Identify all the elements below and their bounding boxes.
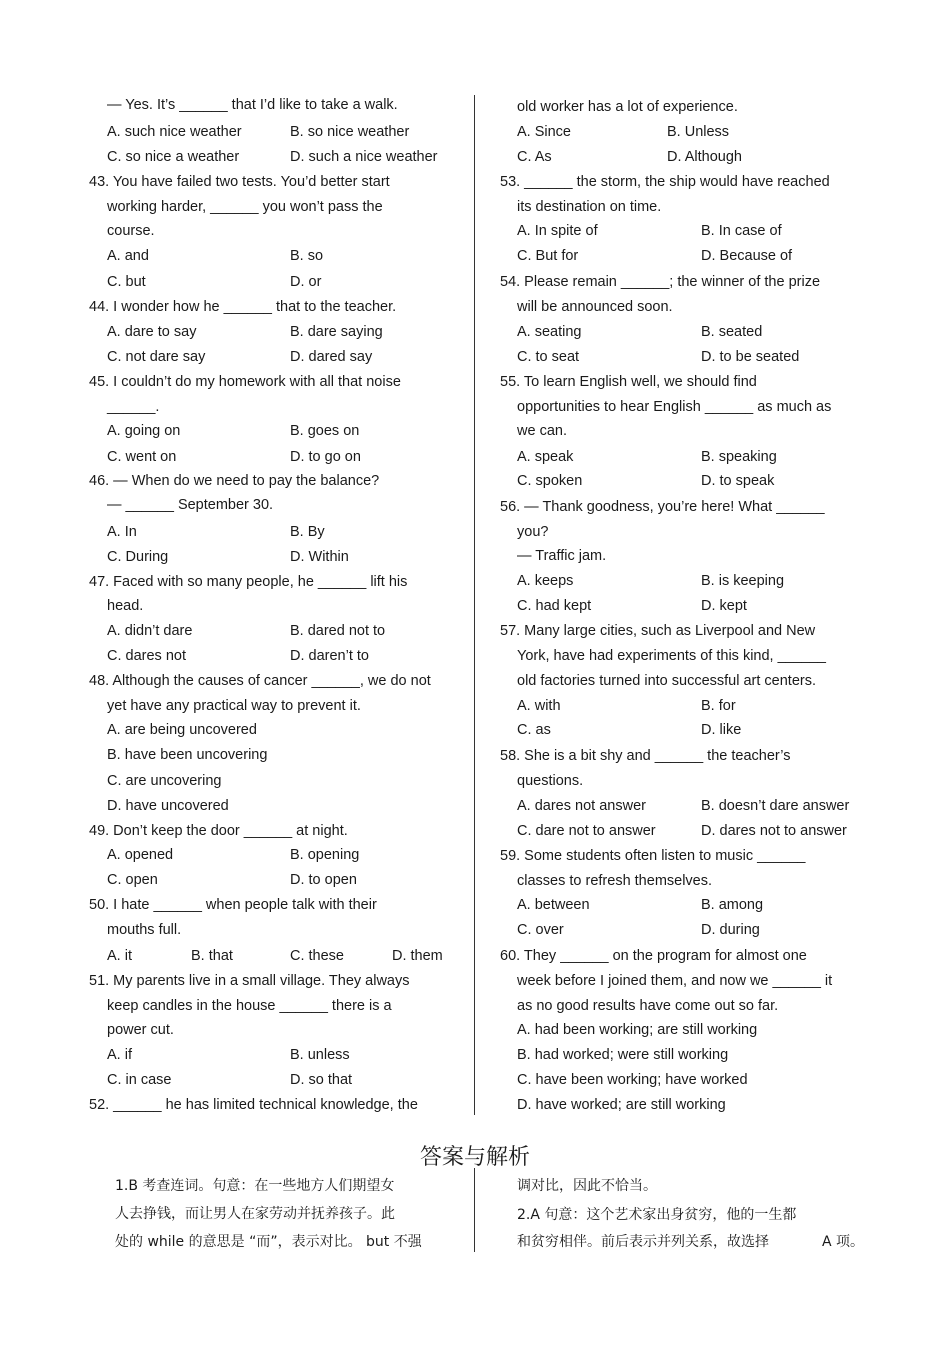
q60-option-c: C. have been working; have worked (517, 1072, 748, 1088)
q42-stem: — Yes. It’s ______ that I’d like to take a walk. (107, 97, 398, 113)
q59-option-d: D. during (701, 922, 760, 938)
q55-option-c: C. spoken (517, 473, 583, 489)
q46-stem-2: — ______ September 30. (107, 497, 274, 513)
q47-option-b: B. dared not to (290, 623, 386, 639)
q51-stem-2: keep candles in the house ______ there is a (107, 998, 392, 1014)
q59-option-a: A. between (517, 897, 590, 913)
q54-option-b: B. seated (701, 324, 763, 340)
q57-option-b: B. for (701, 698, 736, 714)
q58-option-b: B. doesn’t dare answer (701, 798, 850, 814)
q42-option-b: B. so nice weather (290, 124, 410, 140)
q43-stem-2: working harder, ______ you won’t pass the (107, 199, 383, 215)
answer-1-line-2: 人去挣钱，而让男人在家劳动并抚养孩子。此 (115, 1206, 395, 1222)
q54-option-c: C. to seat (517, 349, 580, 365)
q43-stem: 43. You have failed two tests. You’d better start (89, 174, 390, 190)
q45-option-a: A. going on (107, 423, 181, 439)
q51-option-d: D. so that (290, 1072, 353, 1088)
q58-option-c: C. dare not to answer (517, 823, 656, 839)
q47-option-d: D. daren’t to (290, 648, 369, 664)
q57-option-c: C. as (517, 722, 551, 738)
q46-stem: 46. — When do we need to pay the balance? (89, 473, 380, 489)
q49-stem: 49. Don’t keep the door ______ at night. (89, 823, 348, 839)
q59-stem-2: classes to refresh themselves. (517, 873, 713, 889)
answer-1-line-3: 处的 while 的意思是 “而”，表示对比。 but 不强 (115, 1234, 422, 1250)
q43-option-a: A. and (107, 248, 149, 264)
q57-option-a: A. with (517, 698, 561, 714)
column-divider-top (474, 95, 475, 1115)
q51-option-b: B. unless (290, 1047, 350, 1063)
q47-option-c: C. dares not (107, 648, 186, 664)
q50-option-d: D. them (392, 948, 443, 964)
q60-stem-3: as no good results have come out so far. (517, 998, 779, 1014)
q44-stem: 44. I wonder how he ______ that to the teacher. (89, 299, 397, 315)
q45-stem-2: ______. (107, 399, 160, 415)
q60-option-b: B. had worked; were still working (517, 1047, 729, 1063)
q53-option-a: A. In spite of (517, 223, 598, 239)
q58-stem-2: questions. (517, 773, 584, 789)
q55-option-b: B. speaking (701, 449, 777, 465)
q52-option-b: B. Unless (667, 124, 730, 140)
q47-stem: 47. Faced with so many people, he ______ lift his (89, 574, 408, 590)
column-divider-answers (474, 1168, 475, 1252)
q50-stem: 50. I hate ______ when people talk with their (89, 897, 377, 913)
q48-stem: 48. Although the causes of cancer ______, we do not (89, 673, 431, 689)
q52-option-a: A. Since (517, 124, 571, 140)
q53-option-c: C. But for (517, 248, 579, 264)
q43-stem-3: course. (107, 223, 155, 239)
q56-stem-2: you? (517, 524, 549, 540)
q60-option-d: D. have worked; are still working (517, 1097, 726, 1113)
q50-option-b: B. that (191, 948, 233, 964)
q59-option-b: B. among (701, 897, 764, 913)
q44-option-a: A. dare to say (107, 324, 197, 340)
answer-1-line-1: 1.B 考查连词。句意：在一些地方人们期望女 (115, 1178, 395, 1194)
q54-option-a: A. seating (517, 324, 582, 340)
q48-option-a: A. are being uncovered (107, 722, 257, 738)
q59-stem: 59. Some students often listen to music ______ (500, 848, 806, 864)
q47-option-a: A. didn’t dare (107, 623, 193, 639)
q56-option-b: B. is keeping (701, 573, 785, 589)
q53-stem: 53. ______ the storm, the ship would have reached (500, 174, 830, 190)
q45-option-d: D. to go on (290, 449, 361, 465)
q52-option-c: C. As (517, 149, 552, 165)
q54-stem: 54. Please remain ______; the winner of the prize (500, 274, 821, 290)
q59-option-c: C. over (517, 922, 564, 938)
q48-option-b: B. have been uncovering (107, 747, 268, 763)
q55-option-d: D. to speak (701, 473, 775, 489)
q50-stem-2: mouths full. (107, 922, 182, 938)
q54-option-d: D. to be seated (701, 349, 800, 365)
q56-option-c: C. had kept (517, 598, 592, 614)
q52-stem: 52. ______ he has limited technical knowledge, the (89, 1097, 418, 1113)
q57-stem: 57. Many large cities, such as Liverpool and New (500, 623, 816, 639)
q45-option-b: B. goes on (290, 423, 360, 439)
answer-2-choice: A 项。 (822, 1234, 865, 1250)
q51-stem: 51. My parents live in a small village. They always (89, 973, 410, 989)
q51-stem-3: power cut. (107, 1022, 174, 1038)
q49-option-d: D. to open (290, 872, 357, 888)
q50-option-c: C. these (290, 948, 344, 964)
q48-option-d: D. have uncovered (107, 798, 229, 814)
q48-stem-2: yet have any practical way to prevent it. (107, 698, 361, 714)
q60-option-a: A. had been working; are still working (517, 1022, 758, 1038)
q57-stem-2: York, have had experiments of this kind, ______ (517, 648, 826, 664)
q51-option-a: A. if (107, 1047, 132, 1063)
q44-option-c: C. not dare say (107, 349, 206, 365)
q45-stem: 45. I couldn’t do my homework with all that noise (89, 374, 401, 390)
q43-option-c: C. but (107, 274, 146, 290)
q46-option-c: C. During (107, 549, 169, 565)
q55-stem: 55. To learn English well, we should find (500, 374, 757, 390)
q46-option-b: B. By (290, 524, 325, 540)
q53-option-b: B. In case of (701, 223, 782, 239)
q56-option-d: D. kept (701, 598, 747, 614)
q53-stem-2: its destination on time. (517, 199, 662, 215)
q54-stem-2: will be announced soon. (517, 299, 673, 315)
answer-2-line-2: 和贫穷相伴。前后表示并列关系，故选择 (517, 1234, 769, 1250)
q43-option-b: B. so (290, 248, 324, 264)
q57-stem-3: old factories turned into successful art centers. (517, 673, 817, 689)
q49-option-a: A. opened (107, 847, 174, 863)
q50-option-a: A. it (107, 948, 132, 964)
q45-option-c: C. went on (107, 449, 177, 465)
q44-option-d: D. dared say (290, 349, 373, 365)
q49-option-b: B. opening (290, 847, 360, 863)
q56-stem: 56. — Thank goodness, you’re here! What ______ (500, 499, 825, 515)
q43-option-d: D. or (290, 274, 322, 290)
q60-stem-2: week before I joined them, and now we ______ it (517, 973, 833, 989)
q51-option-c: C. in case (107, 1072, 172, 1088)
q46-option-d: D. Within (290, 549, 349, 565)
q56-option-a: A. keeps (517, 573, 574, 589)
q53-option-d: D. Because of (701, 248, 793, 264)
q52-option-d: D. Although (667, 149, 742, 165)
q42-option-d: D. such a nice weather (290, 149, 438, 165)
q42-option-c: C. so nice a weather (107, 149, 240, 165)
q58-option-d: D. dares not to answer (701, 823, 847, 839)
q46-option-a: A. In (107, 524, 137, 540)
q57-option-d: D. like (701, 722, 742, 738)
q48-option-c: C. are uncovering (107, 773, 222, 789)
q58-option-a: A. dares not answer (517, 798, 646, 814)
q55-stem-3: we can. (517, 423, 567, 439)
q42-option-a: A. such nice weather (107, 124, 242, 140)
q55-stem-2: opportunities to hear English ______ as much as (517, 399, 832, 415)
q55-option-a: A. speak (517, 449, 574, 465)
q52-stem-2: old worker has a lot of experience. (517, 99, 738, 115)
q60-stem: 60. They ______ on the program for almost one (500, 948, 807, 964)
answer-2-line-1: 2.A 句意：这个艺术家出身贫穷，他的一生都 (517, 1207, 797, 1223)
q49-option-c: C. open (107, 872, 158, 888)
q56-stem-3: — Traffic jam. (517, 548, 607, 564)
q44-option-b: B. dare saying (290, 324, 383, 340)
answers-title: 答案与解析 (419, 1145, 530, 1170)
q58-stem: 58. She is a bit shy and ______ the teacher’s (500, 748, 791, 764)
q47-stem-2: head. (107, 598, 144, 614)
answer-1-line-4: 调对比，因此不恰当。 (517, 1178, 657, 1194)
